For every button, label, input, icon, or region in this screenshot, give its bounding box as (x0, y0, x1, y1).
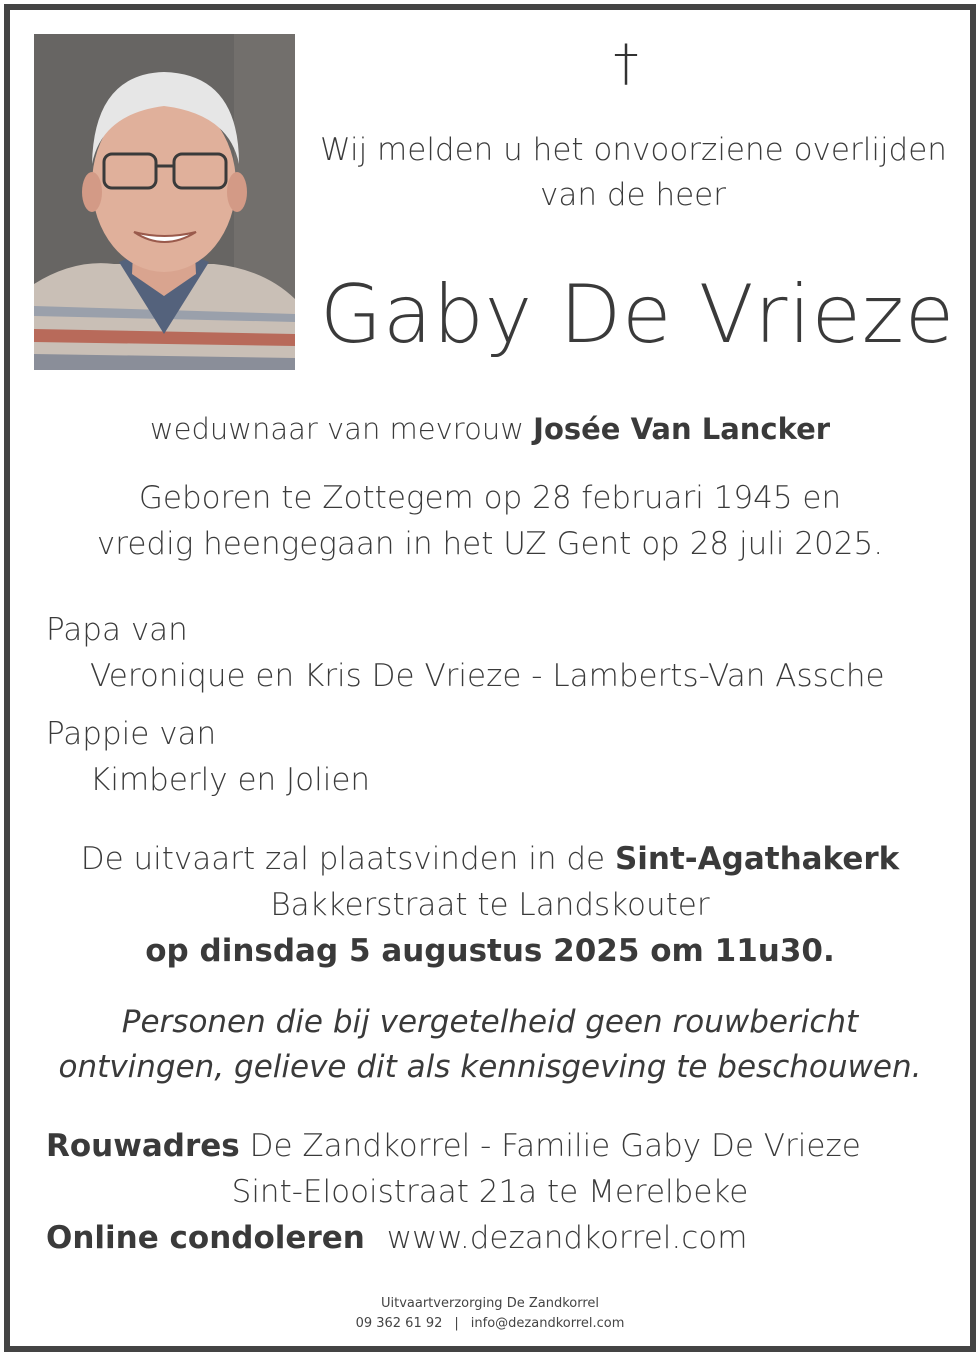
mourning-address-street: Sint-Elooistraat 21a te Merelbeke (231, 1174, 749, 1210)
footer-phone: 09 362 61 92 (355, 1316, 443, 1331)
relation-label-papa: Papa van (46, 612, 188, 648)
notice-line-1: Personen die bij vergetelheid geen rouwbericht (121, 1004, 859, 1040)
deceased-name: Gaby De Vrieze (320, 268, 956, 361)
announcement-line-2: van de heer (540, 177, 726, 213)
funeral-prefix: De uitvaart zal plaatsvinden in de (80, 841, 606, 877)
notice-text (40, 1000, 940, 1090)
funeral-details (40, 836, 940, 974)
footer (40, 1294, 940, 1334)
relation-value-grandchildren: Kimberly en Jolien (90, 762, 371, 798)
relation-value-children: Veronique en Kris De Vrieze - Lamberts-Van Assche (90, 658, 885, 694)
death-line: vredig heengegaan in het UZ Gent op 28 juli 2025. (96, 526, 884, 562)
announcement-line-1: Wij melden u het onvoorziene overlijden (320, 132, 947, 168)
mourning-address-line (46, 1128, 861, 1164)
footer-company: Uitvaartverzorging De Zandkorrel (380, 1296, 600, 1311)
funeral-datetime (40, 928, 940, 974)
relation-label-pappie: Pappie van (46, 716, 217, 752)
widower-prefix: weduwnaar van mevrouw (149, 412, 524, 446)
church-address: Bakkerstraat te Landskouter (270, 887, 710, 923)
widower-line (40, 412, 940, 446)
condolence-url[interactable]: www.dezandkorrel.com (386, 1220, 748, 1256)
online-condolence-line (46, 1220, 747, 1256)
mourning-address-label: Rouwadres (46, 1128, 240, 1164)
footer-email[interactable]: info@dezandkorrel.com (470, 1316, 625, 1331)
funeral-location-line (40, 836, 940, 882)
cross-symbol: † (613, 34, 639, 92)
church-name: Sint-Agathakerk (614, 841, 900, 877)
online-condolence-label: Online condoleren (46, 1220, 365, 1256)
life-dates (40, 475, 940, 567)
footer-separator: | (454, 1316, 459, 1331)
portrait-photo (34, 34, 295, 370)
birth-line: Geboren te Zottegem op 28 februari 1945 en (138, 480, 842, 516)
footer-contact (40, 1314, 940, 1334)
announcement (320, 128, 946, 218)
spouse-name: Josée Van Lancker (533, 412, 831, 446)
notice-line-2: ontvingen, gelieve dit als kennisgeving te beschouwen. (58, 1049, 922, 1085)
funeral-datetime-text: op dinsdag 5 augustus 2025 om 11u30. (145, 933, 835, 969)
mourning-address-name: De Zandkorrel - Familie Gaby De Vrieze (249, 1128, 861, 1164)
